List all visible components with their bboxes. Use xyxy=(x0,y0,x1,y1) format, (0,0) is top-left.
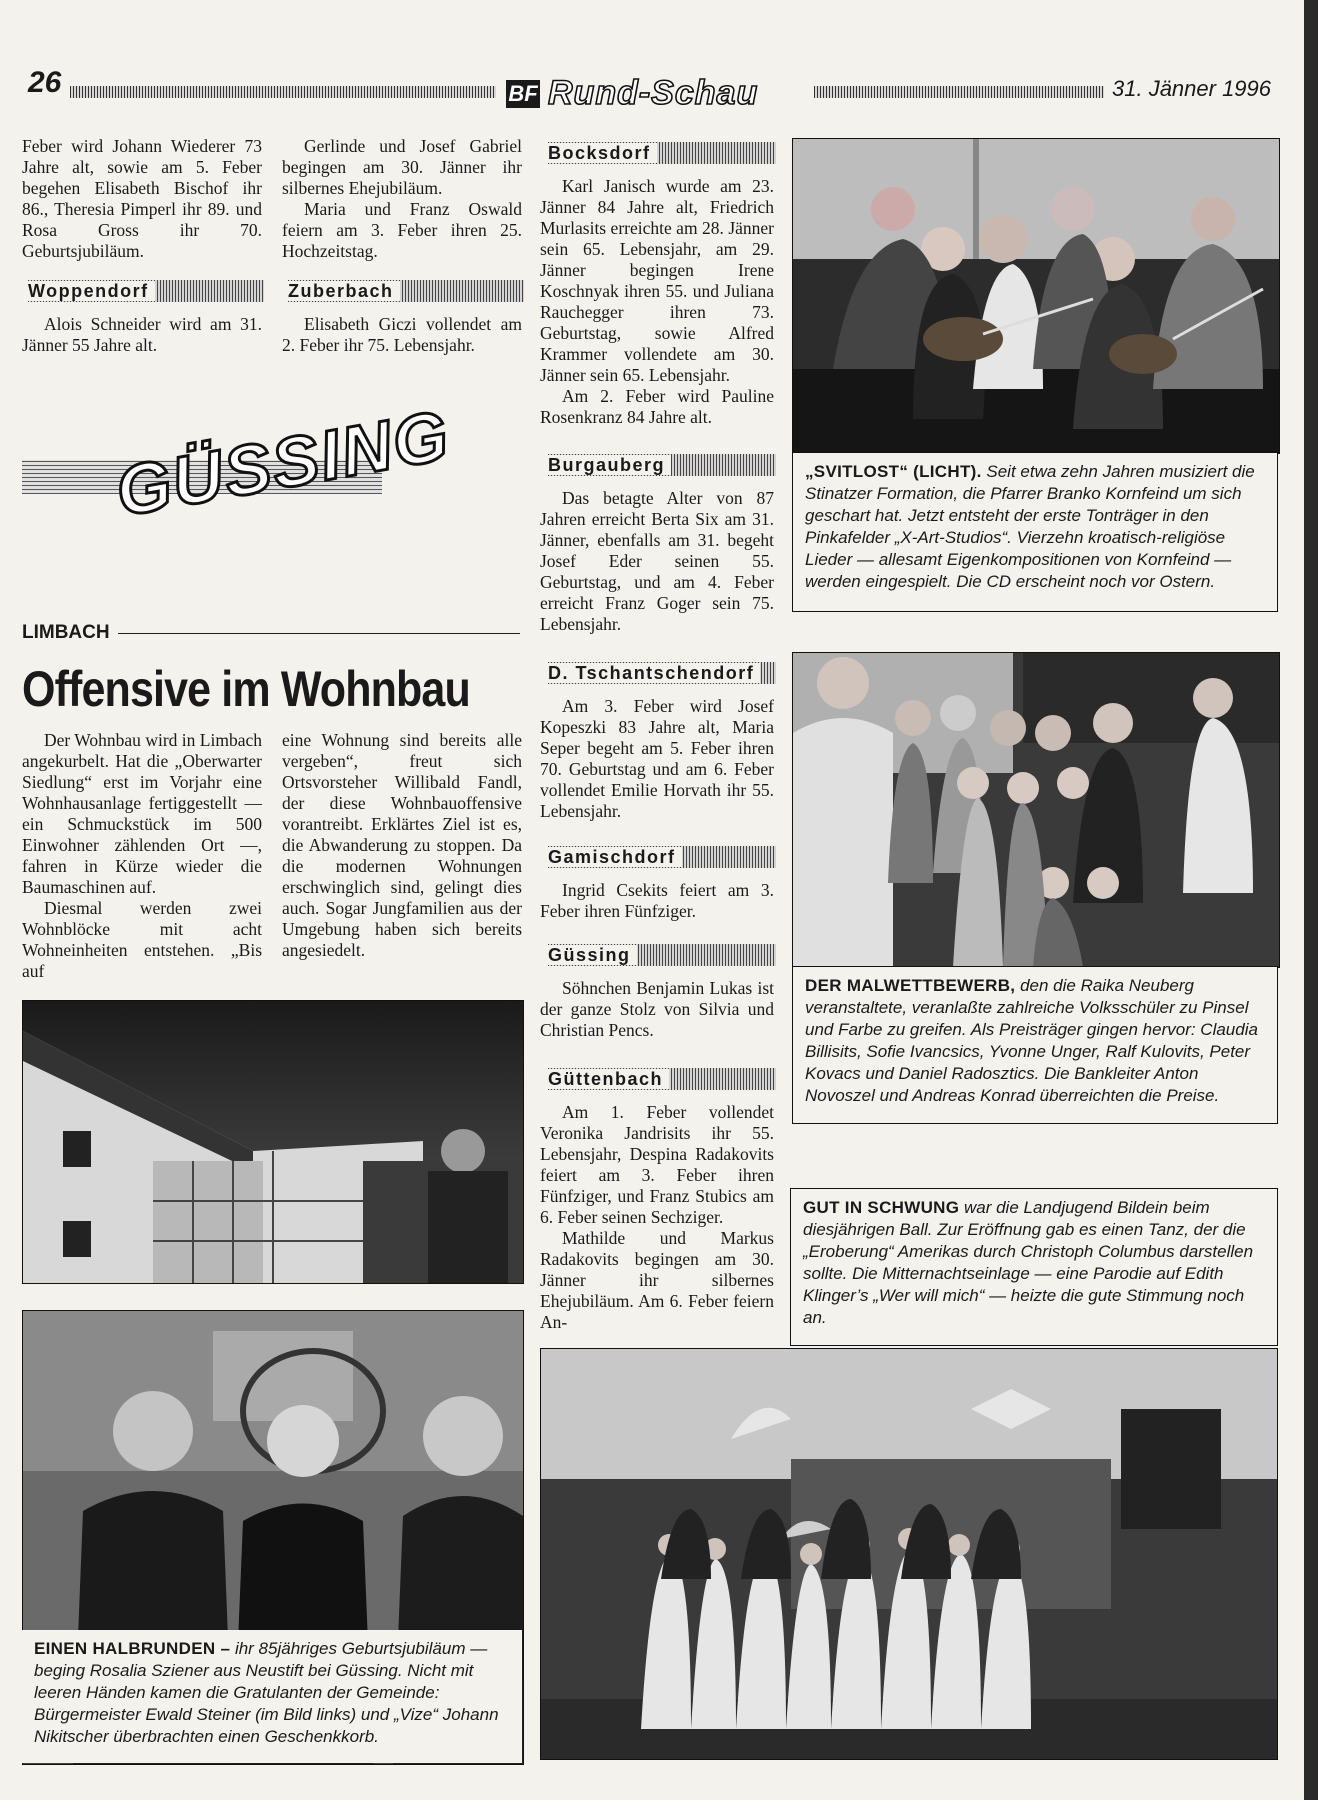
section-heading-zuberbach xyxy=(288,280,524,302)
caption-malwett-box xyxy=(792,966,1278,1124)
photo-malwettbewerb xyxy=(792,652,1280,968)
guessing-heading: Güssing xyxy=(548,945,637,965)
caption-schwung-text: war die Landjugend Bildein beim diesjährigen Ball. Zur Eröffnung gab es einen Tanz, der die „Eroberung“ Amerikas durch Christoph Columbus darstellen sollte. Die Mitternachtseinlage — eine Parodie auf Edith Klinger’s „Wer will mich“ — heizte die gute Stimmung noch an. xyxy=(803,1198,1254,1327)
caption-halbrunden-box xyxy=(22,1630,522,1763)
caption-malwettbewerb xyxy=(805,975,1265,1107)
burgauberg-text-block xyxy=(540,488,774,635)
gamischdorf-text-block xyxy=(540,880,774,922)
caption-halbrunden xyxy=(34,1638,510,1748)
guettenbach-heading: Güttenbach xyxy=(548,1069,669,1089)
caption-schwung-box xyxy=(790,1188,1278,1346)
caption-svitlost xyxy=(805,461,1265,593)
col2-intro xyxy=(282,136,522,262)
guettenbach-text-block xyxy=(540,1102,774,1333)
caption-halbrunden-lead: EINEN HALBRUNDEN – xyxy=(34,1639,231,1658)
caption-malwett-text: den die Raika Neuberg veranstaltete, veranlaßte zahlreiche Volksschüler zu Pinsel und Farbe zu greifen. Als Preisträger gingen hervor: Claudia Billisits, Sofie Ivancsics, Yvonne Unger, Ralf Kulovits, Peter Kovacs und Daniel Radosztics. Die Bankleiter Anton Novoszel und Andreas Konrad überreichten die Preise. xyxy=(805,976,1258,1105)
caption-svitlost-lead: „SVITLOST“ (LICHT). xyxy=(805,462,982,481)
issue-date: 31. Jänner 1996 xyxy=(1112,76,1272,101)
bf-logo: BF xyxy=(506,80,540,108)
section-heading-tschantschendorf xyxy=(548,662,776,684)
col1-intro-text: Feber wird Johann Wiederer 73 Jahre alt, sowie am 5. Feber begehen Elisabeth Bischof ihr 86., Theresia Pimperl ihr 89. und Rosa Gross ihr 70. Geburtsjubiläum. xyxy=(22,136,262,261)
article-left-p1: Der Wohnbau wird in Limbach angekurbelt. Hat die „Oberwarter Siedlung“ erst im Vorjahr eine Wohnhausanlage fertiggestellt — ein Schmuckstück im 500 Einwohner zählenden Ort —, fahren in Kürze wieder die Baumaschinen auf. xyxy=(22,730,262,897)
bocksdorf-heading: Bocksdorf xyxy=(548,143,657,163)
section-heading-burgauberg xyxy=(548,454,776,476)
section-heading-bocksdorf xyxy=(548,142,776,164)
gamischdorf-heading: Gamischdorf xyxy=(548,847,682,867)
burgauberg-text: Das betagte Alter von 87 Jahren erreicht Berta Six am 31. Jänner, ebenfalls am 31. begeht Josef Eder seinen 55. Geburtstag, und am 4. Feber erreicht Franz Goger sein 75. Lebensjahr. xyxy=(540,488,774,634)
caption-svitlost-box xyxy=(792,452,1278,612)
bocksdorf-p2: Am 2. Feber wird Pauline Rosenkranz 84 Jahre alt. xyxy=(540,386,774,427)
section-heading-gamischdorf xyxy=(548,846,776,868)
caption-halbrunden-text: ihr 85jähriges Geburtsjubiläum — beging Rosalia Sziener aus Neustift bei Güssing. Nicht mit leeren Händen kamen die Gratulanten der Gemeinde: Bürgermeister Ewald Steiner (im Bild links) und „Vize“ Johann Nikitscher überbrachten einen Geschenkkorb. xyxy=(34,1639,499,1746)
woppendorf-text-block xyxy=(22,314,262,356)
article-right-p1: eine Wohnung sind bereits alle vergeben“, freut sich Ortsvorsteher Willibald Fandl, der diese Wohnbauoffensive vorantreibt. Erklärtes Ziel ist es, die Abwanderung zu stoppen. Da die modernen Wohnungen erschwinglich sind, gelingt dies auch. Sogar Jungfamilien aus der Umgebung haben sich bereits angesiedelt. xyxy=(282,730,522,960)
caption-svitlost-text: Seit etwa zehn Jahren musiziert die Stinatzer Formation, die Pfarrer Branko Kornfeind um sich geschart hat. Jetzt entsteht der erste Tonträger in den Pinkafelder „X-Art-Studios“. Vierzehn kroatisch-religiöse Lieder — allesamt Eigenkompositionen von Kornfeind — werden eingespielt. Die CD erscheint noch vor Ostern. xyxy=(805,462,1255,591)
guettenbach-p2: Mathilde und Markus Radakovits begingen am 30. Jänner ihr silbernes Ehejubiläum. Am 6. Feber feiern An- xyxy=(540,1228,774,1332)
zuberbach-text-block xyxy=(282,314,522,356)
photo-svitlost-band xyxy=(792,138,1280,454)
zuberbach-heading: Zuberbach xyxy=(288,281,400,301)
article-kicker: LIMBACH xyxy=(22,622,110,643)
tschantschendorf-text-block xyxy=(540,696,774,822)
photo-housing-building xyxy=(22,1000,524,1284)
woppendorf-heading: Woppendorf xyxy=(28,281,155,301)
kicker-rule xyxy=(118,633,520,634)
guessing-logo: GÜSSING xyxy=(110,395,456,532)
guettenbach-p1: Am 1. Feber vollendet Veronika Jandrisits ihr 55. Lebensjahr, Despina Radakovits feiert am 3. Feber ihren Fünfziger, und Franz Stubics am 6. Feber seinen Sechziger. xyxy=(540,1102,774,1227)
header-rule-right xyxy=(814,86,1104,98)
page-edge xyxy=(1304,0,1318,1800)
col1-intro xyxy=(22,136,262,262)
caption-schwung-lead: GUT IN SCHWUNG xyxy=(803,1198,960,1217)
section-heading-guettenbach xyxy=(548,1068,776,1090)
section-heading-woppendorf xyxy=(28,280,264,302)
zuberbach-text: Elisabeth Giczi vollendet am 2. Feber ihr 75. Lebensjahr. xyxy=(282,314,522,355)
section-title: Rund-Schau xyxy=(548,74,759,112)
article-right-column xyxy=(282,730,522,961)
bocksdorf-p1: Karl Janisch wurde am 23. Jänner 84 Jahre alt, Friedrich Murlasits erreichte am 28. Jänner sein 65. Lebensjahr, am 29. Jänner begingen Irene Koschnyak ihren 55. und Juliana Rauchegger ihren 73. Geburtstag, sowie Alfred Krammer vollendete am 30. Jänner sein 65. Lebensjahr. xyxy=(540,176,774,385)
header-rule-left xyxy=(70,86,496,98)
tschantschendorf-text: Am 3. Feber wird Josef Kopeszki 83 Jahre alt, Maria Seper begeht am 5. Feber ihren 70. Geburtstag und am 6. Feber vollendet Emilie Horvath ihr 55. Lebensjahr. xyxy=(540,696,774,821)
oswald-text: Maria und Franz Oswald feiern am 3. Feber ihren 25. Hochzeitstag. xyxy=(282,199,522,261)
page-number: 26 xyxy=(28,66,62,99)
tschantschendorf-heading: D. Tschantschendorf xyxy=(548,663,760,683)
caption-schwung xyxy=(803,1197,1265,1329)
bocksdorf-text-block xyxy=(540,176,774,428)
guessing-text: Söhnchen Benjamin Lukas ist der ganze Stolz von Silvia und Christian Pencs. xyxy=(540,978,774,1040)
burgauberg-heading: Burgauberg xyxy=(548,455,671,475)
section-heading-guessing xyxy=(548,944,776,966)
woppendorf-text: Alois Schneider wird am 31. Jänner 55 Jahre alt. xyxy=(22,314,262,355)
guessing-text-block xyxy=(540,978,774,1041)
article-left-p2: Diesmal werden zwei Wohnblöcke mit acht Wohneinheiten entstehen. „Bis auf xyxy=(22,898,262,981)
photo-landjugend-ball xyxy=(540,1348,1278,1760)
article-left-column xyxy=(22,730,262,982)
gabriel-text: Gerlinde und Josef Gabriel begingen am 30. Jänner ihr silbernes Ehejubiläum. xyxy=(282,136,522,198)
article-headline: Offensive im Wohnbau xyxy=(22,661,470,717)
gamischdorf-text: Ingrid Csekits feiert am 3. Feber ihren Fünfziger. xyxy=(540,880,774,921)
caption-malwett-lead: DER MALWETTBEWERB, xyxy=(805,976,1016,995)
